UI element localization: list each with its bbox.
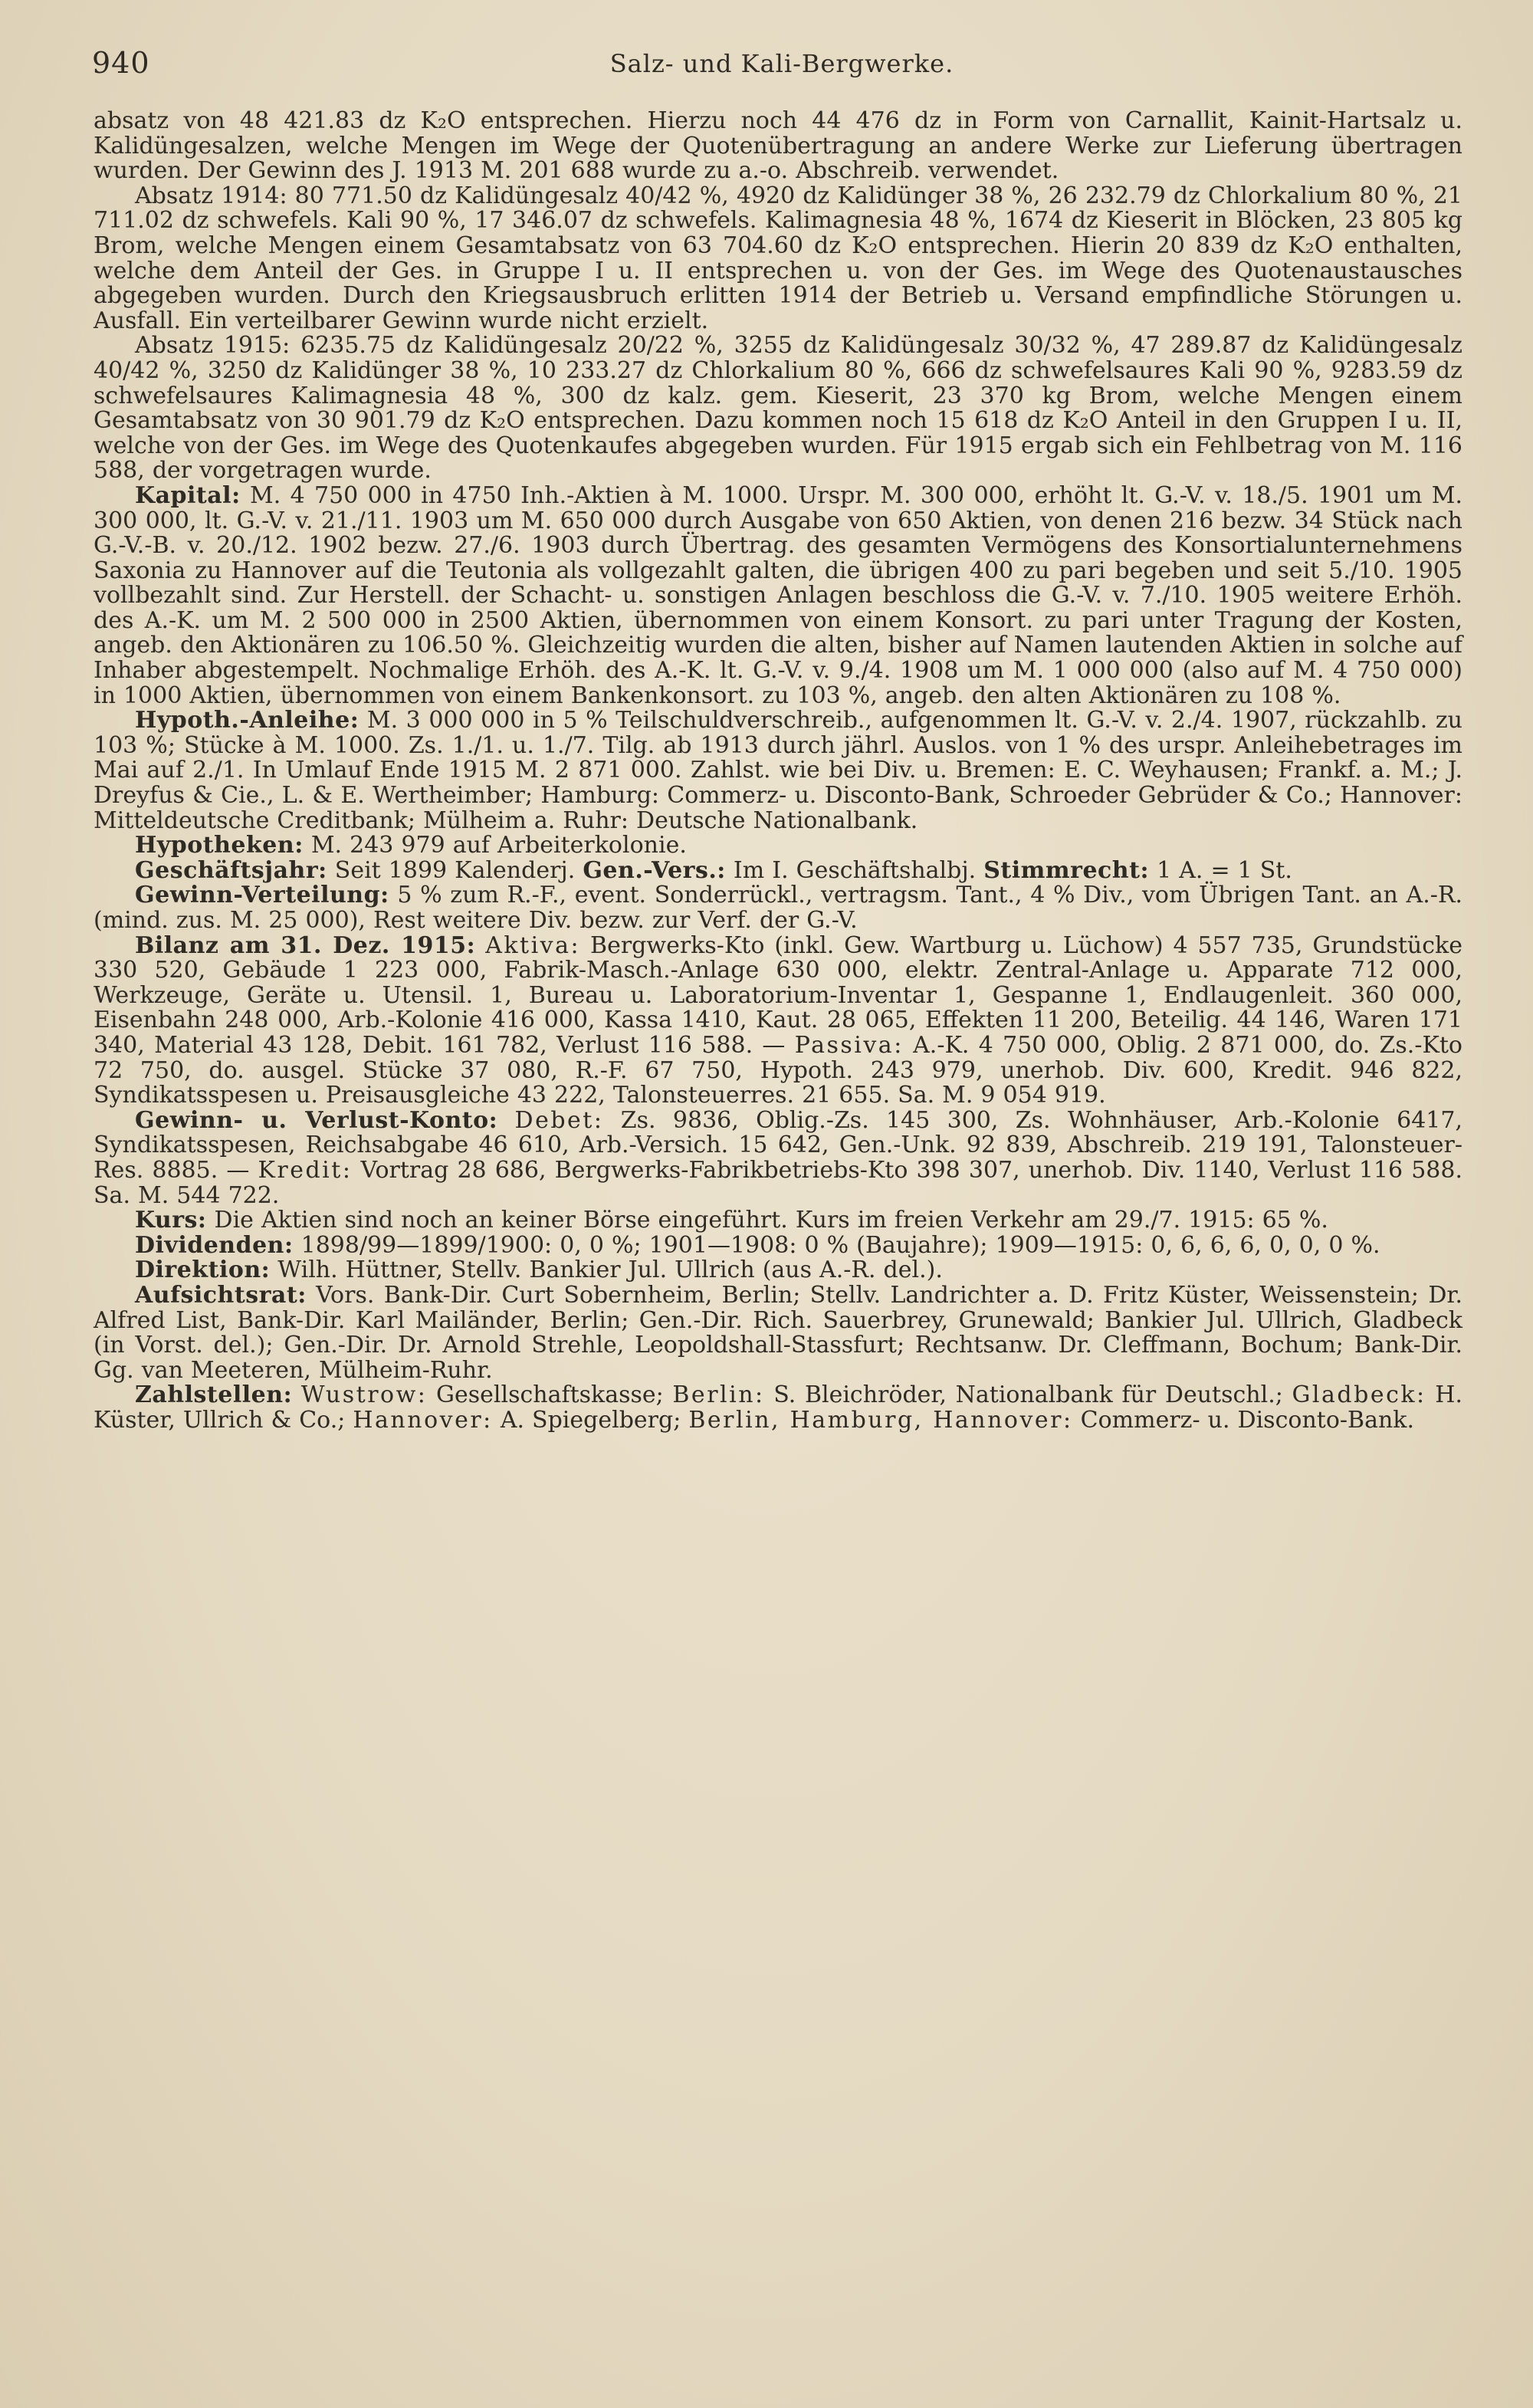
- paragraph-gewinn-verteilung: [94, 883, 1462, 933]
- paragraph-aufsichtsrat: [94, 1283, 1462, 1383]
- section-label: Geschäftsjahr:: [135, 856, 327, 884]
- paragraph-text: Absatz 1914: 80 771.50 dz Kalidüngesalz 40/42 %, 4920 dz Kalidünger 38 %, 26 232.79 dz Chlorkalium 80 %, 21 711.02 dz schwefels. Kali 90 %, 17 346.07 dz schwefels. Kalimagnesia 48 %, 1674 dz Kieserit in Blöcken, 23 805 kg Brom, welche Mengen einem Gesamtabsatz von 63 704.60 dz K₂O entsprechen. Hierin 20 839 dz K₂O enthalten, welche dem Anteil der Ges. in Gruppe I u. II entsprechen u. von der Ges. im Wege des Quotenaustausches abgegeben wurden. Durch den Kriegsausbruch erlitten 1914 der Betrieb u. Versand empfindliche Störungen u. Ausfall. Ein verteilbarer Gewinn wurde nicht erzielt.: [94, 182, 1462, 334]
- section-label: Bilanz am 31. Dez. 1915:: [135, 931, 476, 959]
- paragraph-text: S. Bleichröder, Nationalbank für Deutschl.;: [764, 1381, 1292, 1409]
- section-label: Hypoth.-Anleihe:: [135, 707, 359, 734]
- section-label: Kapital:: [135, 481, 241, 509]
- paragraph-kapital: [94, 481, 1462, 709]
- paragraph-text: 1 A. = 1 St.: [1149, 856, 1292, 884]
- spaced-label: Berlin, Hamburg, Hannover:: [688, 1406, 1073, 1434]
- paragraph-absatz-1914: [94, 184, 1462, 334]
- paragraph-text: Gesellschaftskasse;: [427, 1381, 673, 1409]
- running-title: Salz- und Kali-Bergwerke.: [609, 49, 954, 78]
- paragraph-hypoth-anleihe: [94, 708, 1462, 833]
- page-content: [94, 109, 1462, 1433]
- paragraph-text: Wilh. Hüttner, Stellv. Bankier Jul. Ullrich (aus A.-R. del.).: [270, 1257, 943, 1284]
- paragraph-text: 5 % zum R.-F., event. Sonderrückl., vertragsm. Tant., 4 % Div., vom Übrigen Tant. an A.-R. (mind. zus. M. 25 000), Rest weitere Div. bezw. zur Verf. der G.-V.: [94, 882, 1462, 934]
- paragraph-text: Commerz- u. Disconto-Bank.: [1072, 1406, 1414, 1434]
- paragraph-hypotheken: [94, 833, 1462, 859]
- spaced-label: Kredit:: [258, 1156, 353, 1184]
- section-label: Aufsichtsrat:: [135, 1281, 307, 1309]
- paragraph-bilanz: [94, 931, 1462, 1109]
- section-label: Gewinn- u. Verlust-Konto:: [135, 1106, 498, 1134]
- paragraph-text: A.-K. 4 750 000, Oblig. 2 871 000, do. Zs.-Kto 72 750, do. ausgel. Stücke 37 080, R.-F. 67 750, Hypoth. 243 979, unerhob. Div. 600, Kredit. 946 822, Syndikatsspesen u. Preisausgleiche 43 222, Talonsteuerres. 21 655. Sa. M. 9 054 919.: [94, 1031, 1462, 1109]
- paragraph-zahlstellen: [94, 1383, 1462, 1433]
- paragraph-text: Absatz 1915: 6235.75 dz Kalidüngesalz 20/22 %, 3255 dz Kalidüngesalz 30/32 %, 47 289.87 dz Kalidüngesalz 40/42 %, 3250 dz Kalidünger 38 %, 10 233.27 dz Chlorkalium 80 %, 666 dz schwefelsaures Kali 90 %, 9283.59 dz schwefelsaures Kalimagnesia 48 %, 300 dz kalz. gem. Kieserit, 23 370 kg Brom, welche Mengen einem Gesamtabsatz von 30 901.79 dz K₂O entsprechen. Dazu kommen noch 15 618 dz K₂O Anteil in den Gruppen I u. II, welche von der Ges. im Wege des Quotenkaufes abgegeben wurden. Für 1915 ergab sich ein Fehlbetrag von M. 116 588, der vorgetragen wurde.: [94, 332, 1462, 485]
- paragraph-text: Im I. Geschäftshalbj.: [725, 856, 984, 884]
- section-label: Dividenden:: [135, 1231, 294, 1259]
- page-number: 940: [92, 46, 150, 80]
- section-label: Gewinn-Verteilung:: [135, 882, 389, 909]
- paragraph-text: Seit 1899 Kalenderj.: [327, 856, 583, 884]
- paragraph-text: Die Aktien sind noch an keiner Börse eingeführt. Kurs im freien Verkehr am 29./7. 1915: 65 %.: [206, 1207, 1328, 1234]
- paragraph-text: M. 243 979 auf Arbeiterkolonie.: [303, 832, 687, 859]
- page-header: [92, 46, 1472, 92]
- section-label: Kurs:: [135, 1207, 207, 1234]
- paragraph-text: M. 4 750 000 in 4750 Inh.-Aktien à M. 1000. Urspr. M. 300 000, erhöht lt. G.-V. v. 18./5. 1901 um M. 300 000, lt. G.-V. v. 21./11. 1903 um M. 650 000 durch Ausgabe von 650 Aktien, von denen 216 bezw. 34 Stück nach G.-V.-B. v. 20./12. 1902 bezw. 27./6. 1903 durch Übertrag. des gesamten Vermögens des Konsortialunternehmens Saxonia zu Hannover auf die Teutonia als vollgezahlt galten, die übrigen 400 zu pari begeben und seit 5./10. 1905 vollbezahlt sind. Zur Herstell. der Schacht- u. sonstigen Anlagen beschloss die G.-V. v. 7./10. 1905 weitere Erhöh. des A.-K. um M. 2 500 000 in 2500 Aktien, übernommen von einem Konsort. zu pari unter Tragung der Kosten, angeb. den Aktionären zu 106.50 %. Gleichzeitig wurden die alten, bisher auf Namen lautenden Aktien in solche auf Inhaber abgestempelt. Nochmalige Erhöh. des A.-K. lt. G.-V. v. 9./4. 1908 um M. 1 000 000 (also auf M. 4 750 000) in 1000 Aktien, übernommen von einem Bankenkonsort. zu 103 %, angeb. den alten Aktionären zu 108 %.: [94, 481, 1462, 709]
- spaced-label: Wustrow:: [300, 1381, 428, 1409]
- spaced-label: Debet:: [514, 1106, 604, 1134]
- paragraph-text: Vors. Bank-Dir. Curt Sobernheim, Berlin; Stellv. Landrichter a. D. Fritz Küster, Weissenstein; Dr. Alfred List, Bank-Dir. Karl Mailänder, Berlin; Gen.-Dir. Rich. Sauerbrey, Grunewald; Bankier Jul. Ullrich, Gladbeck (in Vorst. del.); Gen.-Dir. Dr. Arnold Strehle, Leopoldshall-Stassfurt; Rechtsanw. Dr. Cleffmann, Bochum; Bank-Dir. Gg. van Meeteren, Mülheim-Ruhr.: [94, 1281, 1462, 1384]
- section-label: Zahlstellen:: [135, 1381, 293, 1409]
- spaced-label: Aktiva:: [485, 931, 581, 959]
- paragraph-text: Vortrag 28 686, Bergwerks-Fabrikbetriebs-Kto 398 307, unerhob. Div. 1140, Verlust 116 588. Sa. M. 544 722.: [94, 1156, 1463, 1209]
- paragraph-text: A. Spiegelberg;: [492, 1406, 689, 1434]
- spaced-label: Passiva:: [794, 1031, 904, 1059]
- paragraph-text: Zs. 9836, Oblig.-Zs. 145 300, Zs. Wohnhäuser, Arb.-Kolonie 6417, Syndikatsspesen, Reichsabgabe 46 610, Arb.-Versich. 15 642, Gen.-Unk. 92 839, Abschreib. 219 191, Talonsteuer-Res. 8885. —: [94, 1106, 1462, 1184]
- section-label: Stimmrecht:: [983, 856, 1150, 884]
- paragraph-text: absatz von 48 421.83 dz K₂O entsprechen. Hierzu noch 44 476 dz in Form von Carnallit, Kainit-Hartsalz u. Kalidüngesalzen, welche Mengen im Wege der Quotenübertragung an andere Werke zur Lieferung übertragen wurden. Der Gewinn des J. 1913 M. 201 688 wurde zu a.-o. Abschreib. verwendet.: [94, 107, 1462, 185]
- spaced-label: Berlin:: [672, 1381, 765, 1409]
- paragraph-text: M. 3 000 000 in 5 % Teilschuldverschreib., aufgenommen lt. G.-V. v. 2./4. 1907, rückzahlb. zu 103 %; Stücke à M. 1000. Zs. 1./1. u. 1./7. Tilg. ab 1913 durch jährl. Auslos. von 1 % des urspr. Anleihebetrages im Mai auf 2./1. In Umlauf Ende 1915 M. 2 871 000. Zahlst. wie bei Div. u. Bremen: E. C. Weyhausen; Frankf. a. M.; J. Dreyfus & Cie., L. & E. Wertheimber; Hamburg: Commerz- u. Disconto-Bank, Schroeder Gebrüder & Co.; Hannover: Mitteldeutsche Creditbank; Mülheim a. Ruhr: Deutsche Nationalbank.: [94, 707, 1462, 834]
- paragraph-kurs: [94, 1208, 1462, 1234]
- paragraph-absatz-1915: [94, 333, 1462, 484]
- paragraph-absatz-intro: [94, 109, 1462, 184]
- paragraph-direktion: [94, 1258, 1462, 1283]
- paragraph-geschaeftsjahr: [94, 856, 1462, 884]
- section-label: Gen.-Vers.:: [583, 856, 726, 884]
- paragraph-dividenden: [94, 1231, 1462, 1259]
- paragraph-text: Bergwerks-Kto (inkl. Gew. Wartburg u. Lüchow) 4 557 735, Grundstücke 330 520, Gebäude 1 223 000, Fabrik-Masch.-Anlage 630 000, elektr. Zentral-Anlage u. Apparate 712 000, Werkzeuge, Geräte u. Utensil. 1, Bureau u. Laboratorium-Inventar 1, Gespanne 1, Endlaugenleit. 360 000, Eisenbahn 248 000, Arb.-Kolonie 416 000, Kassa 1410, Kaut. 28 065, Effekten 11 200, Beteilig. 44 146, Waren 171 340, Material 43 128, Debit. 161 782, Verlust 116 588. —: [94, 931, 1462, 1059]
- section-label: Direktion:: [135, 1257, 271, 1284]
- spaced-label: Hannover:: [353, 1406, 493, 1434]
- paragraph-gewinn-verlust: [94, 1106, 1463, 1209]
- paragraph-text: 1898/99—1899/1900: 0, 0 %; 1901—1908: 0 % (Baujahre); 1909—1915: 0, 6, 6, 6, 0, 0, 0 %.: [293, 1231, 1380, 1259]
- paragraph-text: H. Küster, Ullrich & Co.;: [94, 1381, 1463, 1434]
- section-label: Hypotheken:: [135, 832, 304, 859]
- spaced-label: Gladbeck:: [1292, 1381, 1426, 1409]
